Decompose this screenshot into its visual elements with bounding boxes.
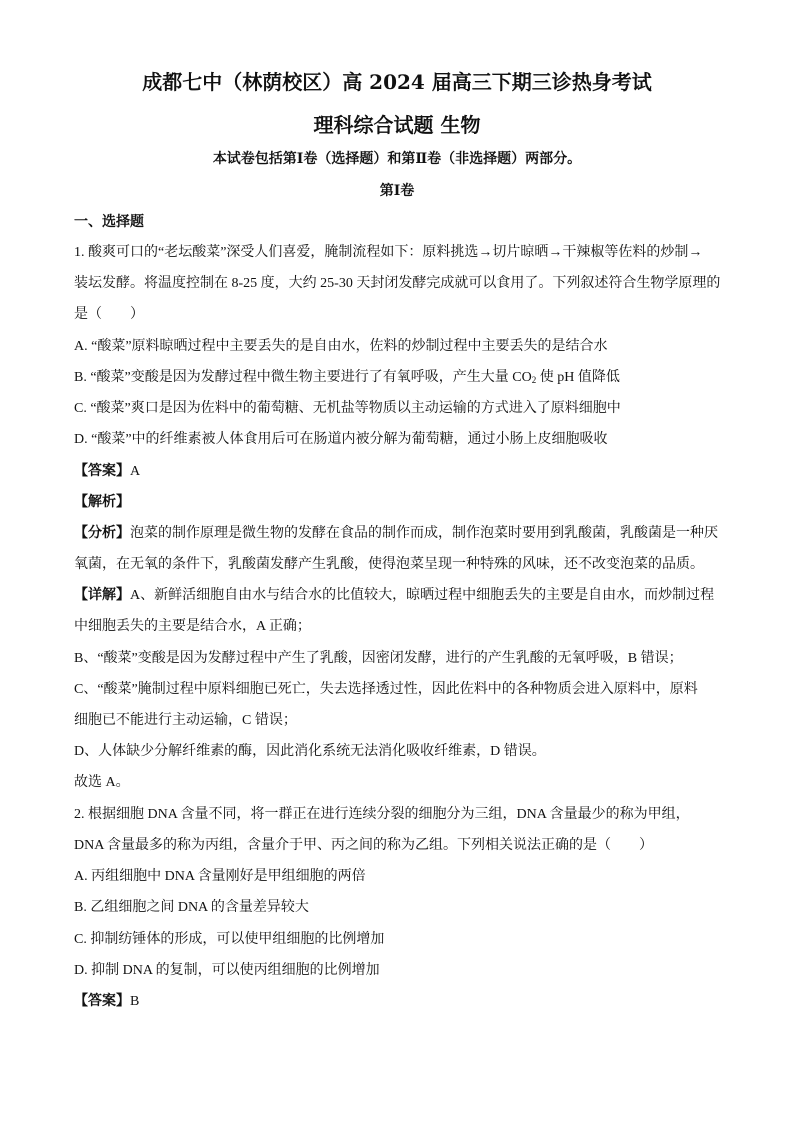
q1-stem-line-2: 装坛发酵。将温度控制在 8-25 度，大约 25-30 天封闭发酵完成就可以食用了。下列叙述符合生物学原理的 (74, 276, 721, 291)
q2-option-c: C. 抑制纺锤体的形成，可以使甲组细胞的比例增加 (74, 932, 385, 947)
section-heading: 一、选择题 (74, 214, 144, 230)
q1-option-b (74, 371, 620, 385)
q1-analysis-label (74, 496, 130, 510)
q2-option-b: B. 乙组细胞之间 DNA 的含量差异较大 (74, 900, 309, 915)
q1-answer (74, 465, 140, 479)
q2-option-a: A. 丙组细胞中 DNA 含量刚好是甲组细胞的两倍 (74, 869, 366, 884)
q1-fenxi-line-1 (74, 527, 718, 541)
q1-fenxi-label: 【分析】 (74, 526, 130, 541)
q1-option-a: A. “酸菜”原料晾晒过程中主要丢失的是自由水，佐料的炒制过程中主要丢失的是结合水 (74, 339, 608, 354)
q1-detail-line-1 (74, 589, 714, 603)
q2-stem-line-1: 2. 根据细胞 DNA 含量不同，将一群正在进行连续分裂的细胞分为三组，DNA 含量最少的称为甲组， (74, 807, 690, 822)
q2-option-d: D. 抑制 DNA 的复制，可以使丙组细胞的比例增加 (74, 963, 380, 978)
q1-answer-label: 【答案】 (74, 464, 130, 479)
q1-option-b-tail: 使 pH 值降低 (536, 370, 620, 385)
q1-option-d: D. “酸菜”中的纤维素被人体食用后可在肠道内被分解为葡萄糖，通过小肠上皮细胞吸收 (74, 432, 608, 447)
q1-answer-value: A (130, 464, 141, 479)
q1-detail-line-4: C、“酸菜”腌制过程中原料细胞已死亡，失去选择透过性，因此佐料中的各种物质会进入原料中，原料 (74, 682, 698, 697)
q1-fenxi-line-2: 氧菌，在无氧的条件下，乳酸菌发酵产生乳酸，使得泡菜呈现一种特殊的风味，还不改变泡菜的品质。 (74, 557, 704, 572)
q1-option-b-text: B. “酸菜”变酸是因为发酵过程中微生物主要进行了有氧呼吸，产生大量 CO (74, 370, 532, 385)
q1-detail-line-6: D、人体缺少分解纤维素的酶，因此消化系统无法消化吸收纤维素，D 错误。 (74, 744, 546, 759)
q2-stem-line-2: DNA 含量最多的称为丙组，含量介于甲、丙之间的称为乙组。下列相关说法正确的是（ ） (74, 838, 654, 853)
q1-stem-line-1: 1. 酸爽可口的“老坛酸菜”深受人们喜爱，腌制流程如下：原料挑选→切片晾晒→干辣椒等佐料的炒制→ (74, 245, 703, 260)
q1-detail-label: 【详解】 (74, 588, 130, 603)
q1-fenxi-text-1: 泡菜的制作原理是微生物的发酵在食品的制作而成，制作泡菜时要用到乳酸菌，乳酸菌是一种厌 (130, 526, 718, 541)
exam-title: 成都七中（林荫校区）高 2024 届高三下期三诊热身考试 (142, 70, 652, 94)
part-heading: 第Ⅰ卷 (379, 183, 415, 199)
q1-detail-line-2: 中细胞丢失的主要是结合水，A 正确； (74, 619, 311, 634)
q2-answer-label: 【答案】 (74, 994, 130, 1009)
exam-subtitle: 理科综合试题 生物 (313, 113, 481, 137)
q1-detail-line-5: 细胞已不能进行主动运输，C 错误； (74, 713, 297, 728)
q2-answer (74, 995, 139, 1009)
q1-detail-line-3: B、“酸菜”变酸是因为发酵过程中产生了乳酸，因密闭发酵，进行的产生乳酸的无氧呼吸，B 错误； (74, 651, 683, 666)
q1-option-c: C. “酸菜”爽口是因为佐料中的葡萄糖、无机盐等物质以主动运输的方式进入了原料细胞中 (74, 401, 621, 416)
q1-analysis-label-text: 【解析】 (74, 495, 130, 510)
q2-answer-value: B (130, 994, 140, 1009)
exam-note: 本试卷包括第Ⅰ卷（选择题）和第Ⅱ卷（非选择题）两部分。 (212, 151, 582, 167)
q1-conclusion: 故选 A。 (74, 775, 130, 790)
q1-option-b-subscript: 2 (531, 375, 537, 385)
q1-stem-line-3: 是（ ） (74, 307, 144, 322)
q1-detail-text-1: A、新鲜活细胞自由水与结合水的比值较大，晾晒过程中细胞丢失的主要是自由水，而炒制过程 (130, 588, 715, 603)
